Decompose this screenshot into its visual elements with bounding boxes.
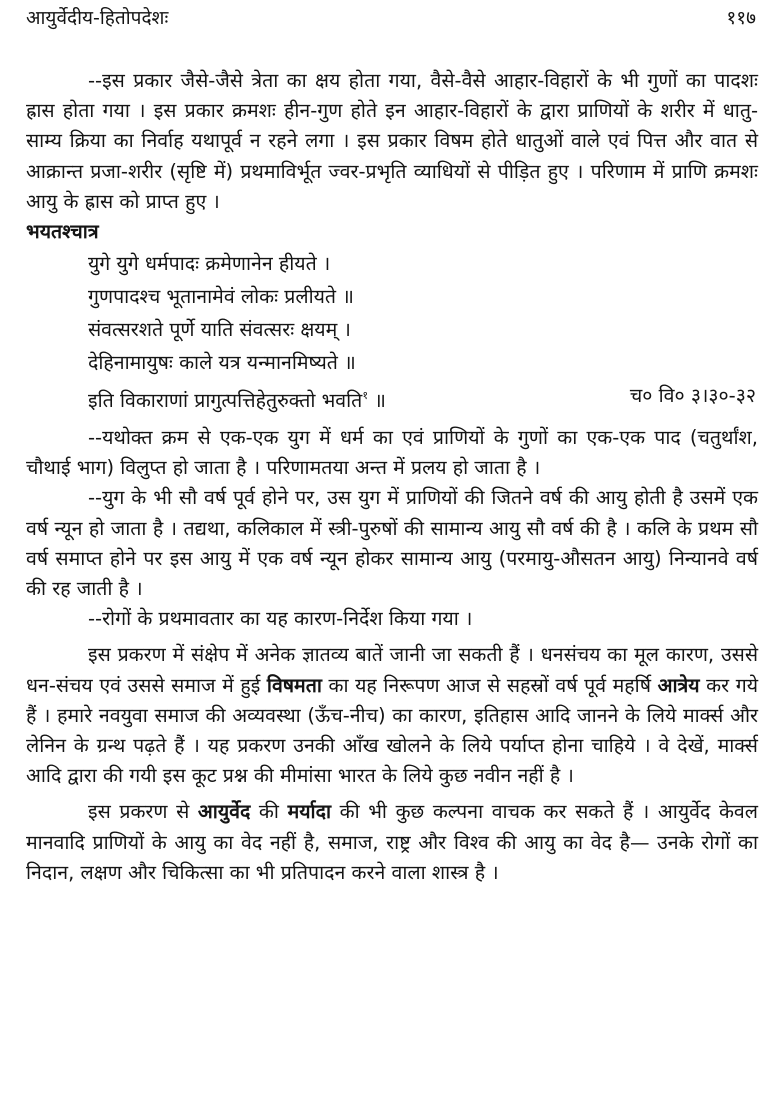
book-title: आयुर्वेदीय-हितोपदेशः <box>26 7 169 29</box>
text-run: कर गये हैं । हमारे नवयुवा समाज की अव्यवस्था (ऊँच-नीच) का कारण, इतिहास आदि जानने के लिये मार्क्स और लेनिन के ग्रन्थ पढ़ते हैं । यह प्रकरण उनकी आँख खोलने के लिये पर्याप्त होना चाहिये । वे देखें, मार्क्स आदि द्वारा की गयी इस कूट प्रश्न की मीमांसा भारत के लिये कुछ नवीन नहीं है । <box>26 673 759 788</box>
paragraph-explanation: --यथोक्त क्रम से एक-एक युग में धर्म का एवं प्राणियों के गुणों का एक-एक पाद (चतुर्थांश, चौथाई भाग) विलुप्त हो जाता है । परिणामतया अन्त में प्रलय हो जाता है । <box>26 426 758 480</box>
body-text <box>26 66 758 888</box>
paragraph-disease-origin: --रोगों के प्रथमावतार का यह कारण-निर्देश किया गया । <box>88 607 473 631</box>
emphasis-ayurveda: आयुर्वेद <box>197 800 251 824</box>
paragraph-ayurveda-scope <box>26 797 758 888</box>
verse-line: युगे युगे धर्मपादः क्रमेणानेन हीयते । <box>88 252 331 276</box>
paragraph-trita-decline: --इस प्रकार जैसे-जैसे त्रेता का क्षय होता गया, वैसे-वैसे आहार-विहारों के भी गुणों का पादशः ह्रास होता गया । इस प्रकार क्रमशः हीन-गुण होते इन आहार-विहारों के द्वारा प्राणियों के शरीर में धातु-साम्य क्रिया का निर्वाह यथापूर्व न रहने लगा । इस प्रकार विषम होते धातुओं वाले एवं पित्त और वात से आक्रान्त प्रजा-शरीर (सृष्टि में) प्रथमाविर्भूत ज्वर-प्रभृति व्याधियों से पीड़ित हुए । परिणाम में प्राणि क्रमशः आयु के ह्रास को प्राप्त हुए । <box>26 69 758 213</box>
verse-line: गुणपादश्च भूतानामेवं लोकः प्रलीयते ॥ <box>88 285 354 309</box>
paragraph-yuga-lifespan: --युग के भी सौ वर्ष पूर्व होने पर, उस युग में प्राणियों की जितने वर्ष की आयु होती है उसमें एक वर्ष न्यून हो जाता है । तद्यथा, कलिकाल में स्त्री-पुरुषों की सामान्य आयु सौ वर्ष की है । कलि के प्रथम सौ वर्ष समाप्त होने पर इस आयु में एक वर्ष न्यून होकर सामान्य आयु (परमायु-औसतन आयु) निन्यानवे वर्ष की रह जाती है । <box>26 486 758 601</box>
text-run: की <box>250 800 288 824</box>
section-heading: भयतश्चात्र <box>26 220 99 244</box>
verse-line-with-reference <box>88 379 758 417</box>
paragraph-wealth-inequality <box>26 640 758 791</box>
emphasis-maryada: मर्यादा <box>287 800 331 824</box>
sanskrit-verse <box>88 247 758 417</box>
emphasis-vishamata: विषमता <box>266 673 322 697</box>
text-run: का यह निरूपण आज से सहस्रों वर्ष पूर्व महर्षि <box>321 673 658 697</box>
source-reference: च० वि० ३।३०-३२ <box>629 384 756 408</box>
double-danda: ॥ <box>368 389 386 413</box>
verse-line: देहिनामायुषः काले यत्र यन्मानमिष्यते ॥ <box>88 351 356 375</box>
verse-closing-text: इति विकाराणां प्रागुत्पत्तिहेतुरुक्तो भवति <box>88 389 363 413</box>
emphasis-atreya: आत्रेय <box>657 673 700 697</box>
page-number: ११७ <box>726 7 756 29</box>
verse-line: संवत्सरशते पूर्णे याति संवत्सरः क्षयम् । <box>88 318 351 342</box>
running-header <box>26 2 756 32</box>
text-run: की भी कुछ कल्पना वाचक कर सकते हैं । आयुर्वेद केवल मानवादि प्राणियों के आयु का वेद नहीं है, समाज, राष्ट्र और विश्व की आयु का वेद है— उनके रोगों का निदान, लक्षण और चिकित्सा का भी प्रतिपादन करने वाला शास्त्र है । <box>26 800 758 884</box>
verse-closing-line <box>88 379 386 417</box>
text-run: इस प्रकरण से <box>88 800 198 824</box>
text-run: इस प्रकरण में संक्षेप में अनेक ज्ञातव्य बातें जानी जा सकती हैं । धनसंचय का मूल कारण, उससे धन-संचय एवं उससे समाज में हुई <box>26 643 758 697</box>
footnote-marker: १ <box>362 389 369 403</box>
